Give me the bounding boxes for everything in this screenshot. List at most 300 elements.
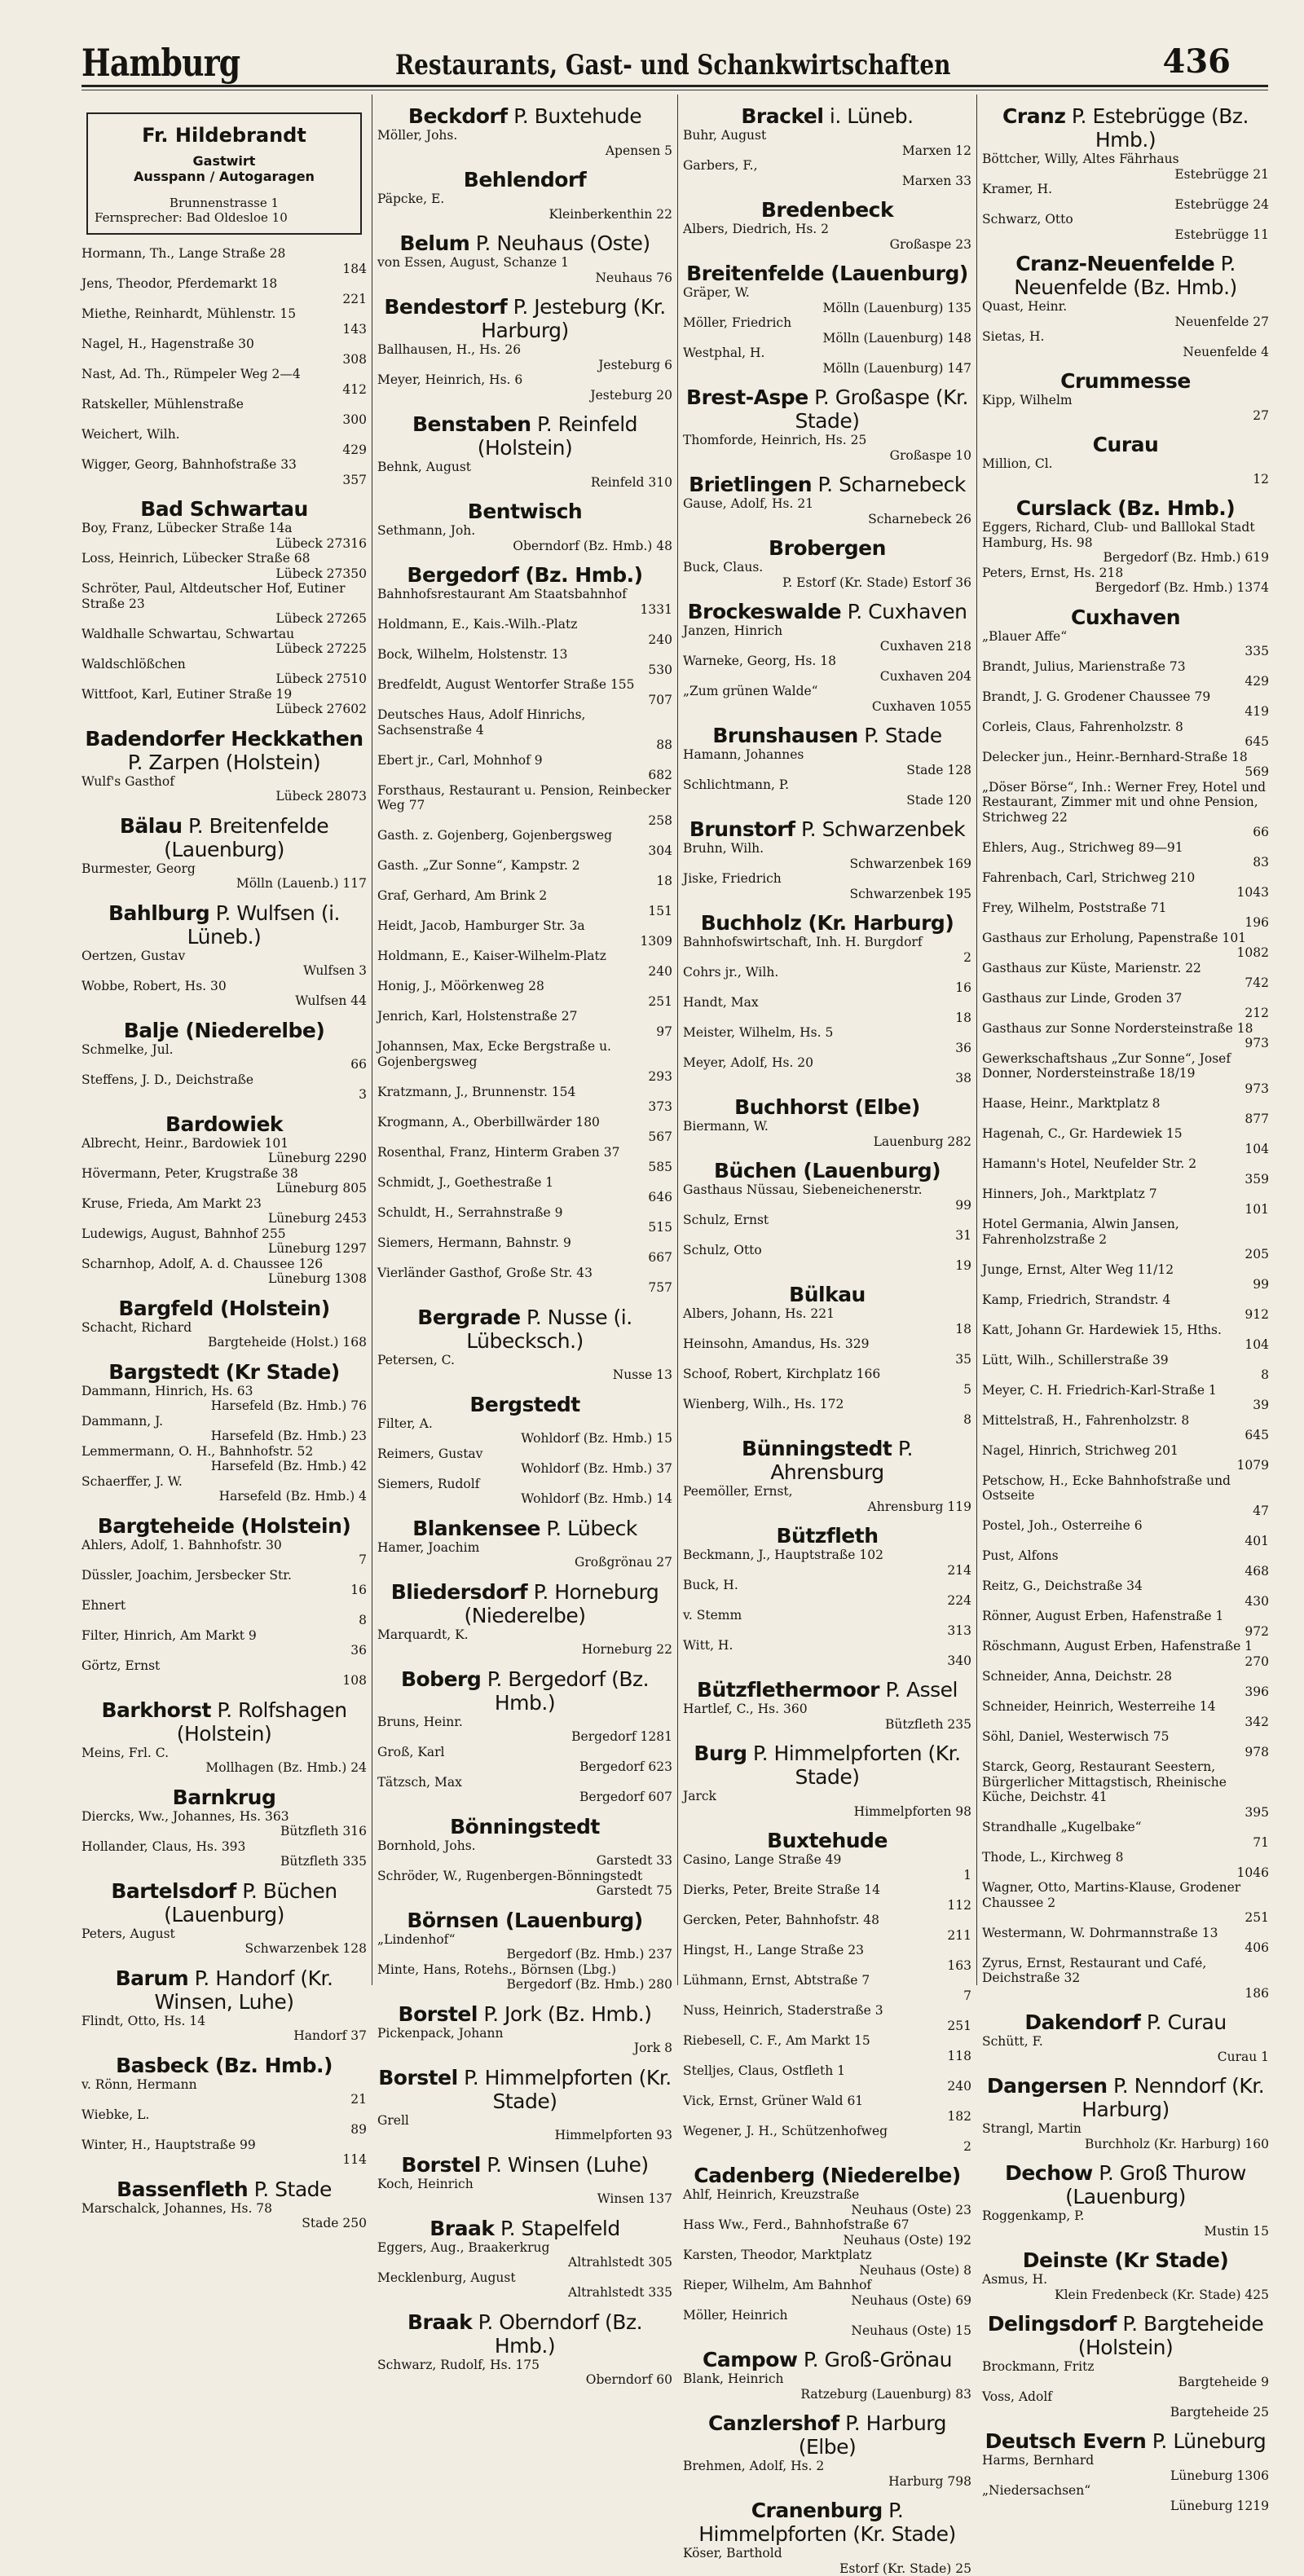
listing-entry	[683, 1397, 971, 1427]
place-heading	[683, 1742, 971, 1789]
place-heading	[377, 1517, 672, 1540]
listing-entry	[82, 949, 367, 979]
entry-name: Gasthaus zur Sonne Nordersteinstraße 18	[982, 1021, 1269, 1037]
entry-name: Westphal, H.	[683, 346, 971, 361]
entry-name: Schmidt, J., Goethestraße 1	[377, 1175, 672, 1191]
place-postal: P. Bargteheide (Holstein)	[1078, 2312, 1264, 2359]
place-name: Cranenburg	[751, 2499, 883, 2522]
entry-name: Päpcke, E.	[377, 192, 672, 207]
entry-name: Albers, Diedrich, Hs. 2	[683, 222, 971, 237]
entry-name: Gercken, Peter, Bahnhofstr. 48	[683, 1913, 971, 1928]
entry-name: Handt, Max	[683, 995, 971, 1011]
entry-phone: 645	[982, 734, 1269, 750]
entry-phone: 112	[683, 1898, 971, 1913]
listing-entry	[377, 1627, 672, 1658]
entry-name: Grell	[377, 2113, 672, 2129]
place-heading	[683, 817, 971, 841]
entry-name: Cohrs jr., Wilh.	[683, 965, 971, 980]
listing-entry	[683, 1119, 971, 1149]
entry-name: Delecker jun., Heinr.-Bernhard-Straße 18	[982, 750, 1269, 765]
listing-entry	[377, 1085, 672, 1115]
place-name: Bardowiek	[165, 1112, 283, 1136]
place-heading	[377, 412, 672, 460]
place-name: Barkhorst	[101, 1698, 211, 1722]
place-name: Bergrade	[417, 1306, 520, 1329]
entry-phone: 396	[982, 1684, 1269, 1700]
entry-phone: Bergedorf (Bz. Hmb.) 1374	[982, 580, 1269, 596]
entry-phone: 118	[683, 2049, 971, 2064]
listing-entry	[683, 2459, 971, 2489]
listing-entry	[377, 523, 672, 553]
entry-phone: 27	[982, 408, 1269, 424]
listing-entry	[982, 2208, 1269, 2239]
entry-phone: 2	[683, 950, 971, 966]
listing-entry	[683, 128, 971, 158]
listing-entry	[683, 1484, 971, 1514]
listing-entry	[982, 212, 1269, 242]
place-heading	[377, 231, 672, 255]
place-postal: P. Groß Thurow (Lauenburg)	[1065, 2161, 1246, 2208]
entry-name: Hagenah, C., Gr. Hardewiek 15	[982, 1126, 1269, 1142]
entry-phone: Bargteheide (Holst.) 168	[82, 1335, 367, 1350]
entry-phone: Jesteburg 20	[377, 388, 672, 403]
place-postal: P. Rolfshagen (Holstein)	[177, 1698, 347, 1746]
entry-name: Riebesell, C. F., Am Markt 15	[683, 2033, 971, 2049]
place-name: Dakendorf	[1024, 2010, 1140, 2034]
place-heading	[82, 1698, 367, 1746]
place-postal: P. Bergedorf (Bz. Hmb.)	[481, 1667, 649, 1715]
place-name: Bülkau	[789, 1283, 866, 1306]
place-heading	[683, 536, 971, 560]
entry-name: Honig, J., Möörkenweg 28	[377, 979, 672, 994]
entry-name: Hingst, H., Lange Straße 23	[683, 1943, 971, 1958]
advertisement-box	[86, 112, 362, 235]
listing-entry	[683, 1336, 971, 1367]
entry-name: Jens, Theodor, Pferdemarkt 18	[82, 276, 367, 292]
listing-entry	[982, 2483, 1269, 2513]
place-heading	[377, 295, 672, 342]
place-heading	[683, 1159, 971, 1182]
listing-entry	[377, 1962, 672, 1993]
listing-entry	[982, 1669, 1269, 1699]
entry-phone: Estebrügge 21	[982, 167, 1269, 183]
place-heading	[377, 2002, 672, 2026]
entry-phone: 99	[683, 1198, 971, 1213]
place-name: Börnsen (Lauenburg)	[407, 1909, 642, 1932]
entry-phone: 3	[82, 1087, 367, 1103]
entry-phone: 585	[377, 1160, 672, 1175]
entry-phone: 36	[82, 1643, 367, 1658]
entry-phone: Harsefeld (Bz. Hmb.) 42	[82, 1459, 367, 1474]
place-name: Cranz	[1002, 104, 1065, 128]
entry-name: Gause, Adolf, Hs. 21	[683, 496, 971, 512]
listing-entry	[982, 1021, 1269, 1051]
listing-entry	[982, 2453, 1269, 2483]
listing-entry	[82, 581, 367, 627]
entry-name: Petersen, C.	[377, 1353, 672, 1368]
entry-name: Bahnhofswirtschaft, Inh. H. Burgdorf	[683, 935, 971, 950]
entry-name: Schneider, Anna, Deichstr. 28	[982, 1669, 1269, 1684]
entry-name: Gasth. „Zur Sonne“, Kampstr. 2	[377, 858, 672, 874]
entry-name: Westermann, W. Dohrmannstraße 13	[982, 1926, 1269, 1941]
entry-phone: Klein Fredenbeck (Kr. Stade) 425	[982, 2288, 1269, 2303]
entry-name: Voss, Adolf	[982, 2389, 1269, 2405]
place-name: Delingsdorf	[988, 2312, 1117, 2336]
entry-name: Junge, Ernst, Alter Weg 11/12	[982, 1262, 1269, 1278]
listing-entry	[82, 397, 367, 427]
place-heading	[982, 496, 1269, 520]
listing-entry	[982, 2034, 1269, 2064]
place-heading	[982, 605, 1269, 629]
entry-name: Peters, August	[82, 1926, 367, 1942]
listing-entry	[683, 965, 971, 995]
entry-phone: 240	[377, 964, 672, 980]
entry-phone: Garstedt 33	[377, 1853, 672, 1869]
entry-name: Roggenkamp, P.	[982, 2208, 1269, 2224]
entry-name: Diercks, Ww., Johannes, Hs. 363	[82, 1809, 367, 1825]
entry-phone: Himmelpforten 93	[377, 2128, 672, 2143]
entry-phone: Reinfeld 310	[377, 475, 672, 491]
listing-entry	[683, 2033, 971, 2063]
listing-entry	[377, 753, 672, 783]
listing-entry	[82, 1926, 367, 1957]
entry-phone: Cuxhaven 218	[683, 639, 971, 654]
entry-phone: Lübeck 27510	[82, 672, 367, 687]
listing-entry	[982, 1518, 1269, 1548]
place-name: Deinste (Kr Stade)	[1023, 2248, 1229, 2272]
header-city: Hamburg	[82, 41, 240, 85]
place-postal: i. Lüneb.	[823, 104, 913, 128]
place-name: Bargteheide (Holstein)	[98, 1514, 351, 1538]
entry-name: Zyrus, Ernst, Restaurant und Café, Deichstraße 32	[982, 1956, 1269, 1986]
entry-name: Schuldt, H., Serrahnstraße 9	[377, 1205, 672, 1221]
listing-entry	[683, 1306, 971, 1336]
listing-entry	[82, 1658, 367, 1689]
listing-entry	[683, 654, 971, 684]
listing-entry	[982, 566, 1269, 596]
listing-entry	[377, 192, 672, 222]
place-name: Bünningstedt	[742, 1437, 892, 1460]
listing-entry	[982, 1383, 1269, 1413]
listing-entry	[683, 1367, 971, 1397]
entry-name: Waldschlößchen	[82, 657, 367, 672]
entry-name: Nagel, Hinrich, Strichweg 201	[982, 1443, 1269, 1459]
entry-phone: 2	[683, 2139, 971, 2155]
entry-name: Casino, Lange Straße 49	[683, 1852, 971, 1868]
entry-name: „Blauer Affe“	[982, 629, 1269, 645]
entry-name: Kamp, Friedrich, Strandstr. 4	[982, 1292, 1269, 1308]
listing-entry	[683, 2003, 971, 2033]
place-name: Borstel	[401, 2153, 480, 2177]
entry-phone: 359	[982, 1172, 1269, 1187]
listing-entry	[683, 684, 971, 714]
entry-phone: 39	[982, 1398, 1269, 1413]
entry-name: Möller, Friedrich	[683, 315, 971, 331]
place-heading	[683, 1524, 971, 1548]
entry-name: Forsthaus, Restaurant u. Pension, Reinbecker Weg 77	[377, 783, 672, 813]
listing-entry	[377, 979, 672, 1009]
entry-phone: Neuhaus (Oste) 23	[683, 2203, 971, 2218]
listing-entry	[377, 460, 672, 490]
listing-entry	[82, 1598, 367, 1628]
entry-phone: Mustin 15	[982, 2224, 1269, 2239]
entry-phone: 66	[982, 825, 1269, 840]
entry-phone: 71	[982, 1835, 1269, 1851]
place-heading	[377, 563, 672, 587]
entry-name: Lühmann, Ernst, Abtstraße 7	[683, 1973, 971, 1988]
entry-name: Brehmen, Adolf, Hs. 2	[683, 2459, 971, 2474]
listing-entry	[683, 2546, 971, 2576]
place-heading	[377, 2066, 672, 2113]
entry-phone: 97	[377, 1024, 672, 1040]
entry-phone: Mollhagen (Bz. Hmb.) 24	[82, 1760, 367, 1776]
place-name: Dechow	[1005, 2161, 1093, 2185]
entry-name: Eggers, Richard, Club- und Balllokal Stadt Hamburg, Hs. 98	[982, 520, 1269, 550]
entry-name: Blank, Heinrich	[683, 2371, 971, 2387]
listing-entry	[683, 158, 971, 188]
place-name: Buxtehude	[767, 1829, 888, 1852]
listing-entry	[982, 1956, 1269, 2001]
listing-entry	[377, 617, 672, 647]
listing-entry	[377, 1477, 672, 1507]
listing-entry	[683, 496, 971, 526]
listing-entry	[982, 1443, 1269, 1473]
entry-name: Ebert jr., Carl, Mohnhof 9	[377, 753, 672, 768]
listing-entry	[683, 1608, 971, 1638]
listing-entry	[377, 1235, 672, 1266]
listing-entry	[683, 1213, 971, 1243]
listing-entry	[982, 1820, 1269, 1850]
listing-entry	[377, 1869, 672, 1899]
listing-entry	[377, 372, 672, 403]
entry-name: Gasthaus Nüssau, Siebeneichenerstr.	[683, 1182, 971, 1198]
entry-phone: Bargteheide 9	[982, 2375, 1269, 2390]
listing-entry	[683, 1055, 971, 1085]
entry-phone: Bergedorf 623	[377, 1759, 672, 1775]
entry-phone: Neuhaus (Oste) 15	[683, 2323, 971, 2339]
entry-name: Kramer, H.	[982, 182, 1269, 197]
listing-entry	[683, 285, 971, 315]
listing-entry	[377, 888, 672, 918]
entry-phone: 1331	[377, 602, 672, 618]
entry-phone: Jesteburg 6	[377, 358, 672, 373]
entry-name: v. Stemm	[683, 1608, 971, 1623]
listing-entry	[82, 861, 367, 892]
listing-entry	[82, 521, 367, 551]
entry-phone: 340	[683, 1653, 971, 1669]
entry-phone: Lüneburg 805	[82, 1181, 367, 1196]
entry-phone: Estebrügge 24	[982, 197, 1269, 213]
entry-name: Buhr, August	[683, 128, 971, 143]
entry-name: Böttcher, Willy, Altes Fährhaus	[982, 152, 1269, 167]
entry-phone: Wulfsen 3	[82, 963, 367, 979]
place-heading	[683, 600, 971, 623]
place-name: Buchhorst (Elbe)	[734, 1095, 920, 1119]
entry-phone: 12	[982, 472, 1269, 487]
place-postal: P. Jork (Bz. Hmb.)	[478, 2002, 652, 2026]
entry-phone: Bergedorf (Bz. Hmb.) 237	[377, 1947, 672, 1962]
entry-phone: 973	[982, 1036, 1269, 1051]
entry-name: Frey, Wilhelm, Poststraße 71	[982, 900, 1269, 916]
place-name: Curslack (Bz. Hmb.)	[1016, 496, 1235, 520]
entry-name: Boy, Franz, Lübecker Straße 14a	[82, 521, 367, 536]
entry-phone: Ratzeburg (Lauenburg) 83	[683, 2387, 971, 2402]
entry-name: Eggers, Aug., Braakerkrug	[377, 2240, 672, 2256]
entry-phone: Handorf 37	[82, 2028, 367, 2044]
entry-phone: 972	[982, 1624, 1269, 1640]
place-heading	[82, 814, 367, 861]
place-name: Brunstorf	[689, 817, 795, 841]
listing-entry	[377, 1145, 672, 1175]
entry-phone: 214	[683, 1563, 971, 1579]
entry-name: Tätzsch, Max	[377, 1775, 672, 1790]
place-name: Behlendorf	[464, 168, 586, 192]
entry-phone: Lüneburg 1308	[82, 1271, 367, 1287]
listing-entry	[683, 2278, 971, 2308]
entry-name: Janzen, Hinrich	[683, 623, 971, 639]
entry-name: Schoof, Robert, Kirchplatz 166	[683, 1367, 971, 1382]
listing-entry	[377, 677, 672, 707]
place-name: Borstel	[399, 2002, 478, 2026]
entry-phone: 373	[377, 1099, 672, 1115]
entry-name: Bruns, Heinr.	[377, 1715, 672, 1730]
entry-phone: 567	[377, 1129, 672, 1145]
place-heading	[683, 385, 971, 433]
place-heading	[82, 1112, 367, 1136]
listing-entry	[982, 1729, 1269, 1759]
entry-name: Ehlers, Aug., Strichweg 89—91	[982, 840, 1269, 856]
place-name: Bredenbeck	[761, 198, 893, 222]
entry-phone: 101	[982, 1202, 1269, 1218]
entry-phone: Oberndorf 60	[377, 2372, 672, 2388]
entry-phone: 211	[683, 1928, 971, 1944]
place-name: Breitenfelde (Lauenburg)	[686, 262, 968, 285]
entry-phone: 335	[982, 644, 1269, 659]
listing-entry	[377, 128, 672, 158]
entry-phone: 707	[377, 693, 672, 708]
listing-entry	[82, 657, 367, 687]
entry-name: Schwarz, Rudolf, Hs. 175	[377, 2358, 672, 2373]
listing-entry	[683, 747, 971, 777]
listing-entry	[683, 1548, 971, 1578]
listing-entry	[82, 1538, 367, 1568]
entry-phone: 973	[982, 1081, 1269, 1097]
entry-phone: Scharnebeck 26	[683, 512, 971, 527]
place-heading	[683, 1678, 971, 1702]
listing-entry	[982, 1126, 1269, 1156]
entry-phone: 221	[82, 292, 367, 307]
entry-phone: 21	[82, 2092, 367, 2107]
entry-phone: Neuhaus (Oste) 192	[683, 2233, 971, 2248]
entry-phone: 196	[982, 915, 1269, 931]
entry-phone: 313	[683, 1623, 971, 1639]
place-name: Bassenfleth	[117, 2177, 248, 2201]
entry-name: Marschalck, Johannes, Hs. 78	[82, 2201, 367, 2217]
listing-entry	[982, 750, 1269, 780]
listing-entry	[82, 1136, 367, 1166]
entry-name: Gewerkschaftshaus „Zur Sonne“, Josef Donner, Nordersteinstraße 18/19	[982, 1051, 1269, 1081]
entry-phone: Lüneburg 2453	[82, 1211, 367, 1226]
entry-name: Rieper, Wilhelm, Am Bahnhof	[683, 2278, 971, 2293]
entry-name: Marquardt, K.	[377, 1627, 672, 1643]
entry-phone: Schwarzenbek 195	[683, 887, 971, 902]
place-postal: P. Neuenfelde (Bz. Hmb.)	[1014, 252, 1237, 299]
entry-name: Hövermann, Peter, Krugstraße 38	[82, 1166, 367, 1182]
place-name: Brest-Aspe	[686, 385, 808, 409]
listing-entry	[982, 1639, 1269, 1669]
listing-entry	[683, 871, 971, 901]
listing-entry	[377, 342, 672, 372]
listing-entry	[683, 777, 971, 808]
entry-name: Röschmann, August Erben, Hafenstraße 1	[982, 1639, 1269, 1654]
listing-entry	[82, 687, 367, 717]
listing-entry	[683, 1702, 971, 1732]
entry-name: Nast, Ad. Th., Rümpeler Weg 2—4	[82, 367, 367, 382]
entry-phone: 31	[683, 1228, 971, 1244]
entry-phone: 88	[377, 738, 672, 753]
entry-phone: 1082	[982, 945, 1269, 961]
entry-name: Schwarz, Otto	[982, 212, 1269, 227]
entry-phone: Schwarzenbek 128	[82, 1941, 367, 1957]
listing-entry	[82, 1474, 367, 1504]
entry-phone: Lüneburg 1297	[82, 1241, 367, 1257]
column-1	[82, 95, 367, 1985]
listing-entry	[683, 315, 971, 346]
place-name: Blankensee	[412, 1517, 540, 1540]
entry-name: Schütt, F.	[982, 2034, 1269, 2050]
entry-phone: Winsen 137	[377, 2191, 672, 2207]
entry-phone: 1309	[377, 934, 672, 949]
entry-phone: Kleinberkenthin 22	[377, 207, 672, 222]
listing-entry	[982, 520, 1269, 566]
listing-entry	[982, 2121, 1269, 2151]
entry-phone: Bützfleth 335	[82, 1854, 367, 1869]
place-postal: P. Zarpen (Holstein)	[128, 751, 320, 774]
entry-name: Waldhalle Schwartau, Schwartau	[82, 627, 367, 642]
entry-phone: 912	[982, 1307, 1269, 1323]
entry-phone: 104	[982, 1337, 1269, 1353]
place-name: Cranz-Neuenfelde	[1015, 252, 1214, 275]
entry-phone: Lübeck 27350	[82, 566, 367, 582]
listing-entry	[982, 1579, 1269, 1609]
listing-entry	[982, 1051, 1269, 1097]
entry-name: Möller, Johs.	[377, 128, 672, 143]
entry-name: Haase, Heinr., Marktplatz 8	[982, 1096, 1269, 1112]
entry-phone: Stade 128	[683, 763, 971, 778]
listing-entry	[377, 587, 672, 617]
entry-name: Wiebke, L.	[82, 2107, 367, 2123]
listing-entry	[82, 367, 367, 397]
entry-name: Sietas, H.	[982, 329, 1269, 345]
place-name: Bad Schwartau	[140, 497, 308, 521]
entry-phone: Himmelpforten 98	[683, 1804, 971, 1820]
place-name: Bahlburg	[108, 901, 209, 925]
place-name: Burg	[694, 1742, 747, 1765]
entry-name: Schaerffer, J. W.	[82, 1474, 367, 1490]
place-name: Brackel	[741, 104, 823, 128]
entry-phone: 240	[377, 632, 672, 648]
entry-name: Rönner, August Erben, Hafenstraße 1	[982, 1609, 1269, 1624]
entry-name: Wobbe, Robert, Hs. 30	[82, 979, 367, 994]
listing-entry	[377, 1039, 672, 1085]
entry-phone: 47	[982, 1504, 1269, 1519]
entry-name: Wittfoot, Karl, Eutiner Straße 19	[82, 687, 367, 702]
entry-phone: Wulfsen 44	[82, 993, 367, 1009]
place-name: Brobergen	[769, 536, 886, 560]
entry-phone: Bützfleth 316	[82, 1824, 367, 1839]
listing-entry	[82, 2107, 367, 2138]
listing-entry	[982, 1217, 1269, 1262]
